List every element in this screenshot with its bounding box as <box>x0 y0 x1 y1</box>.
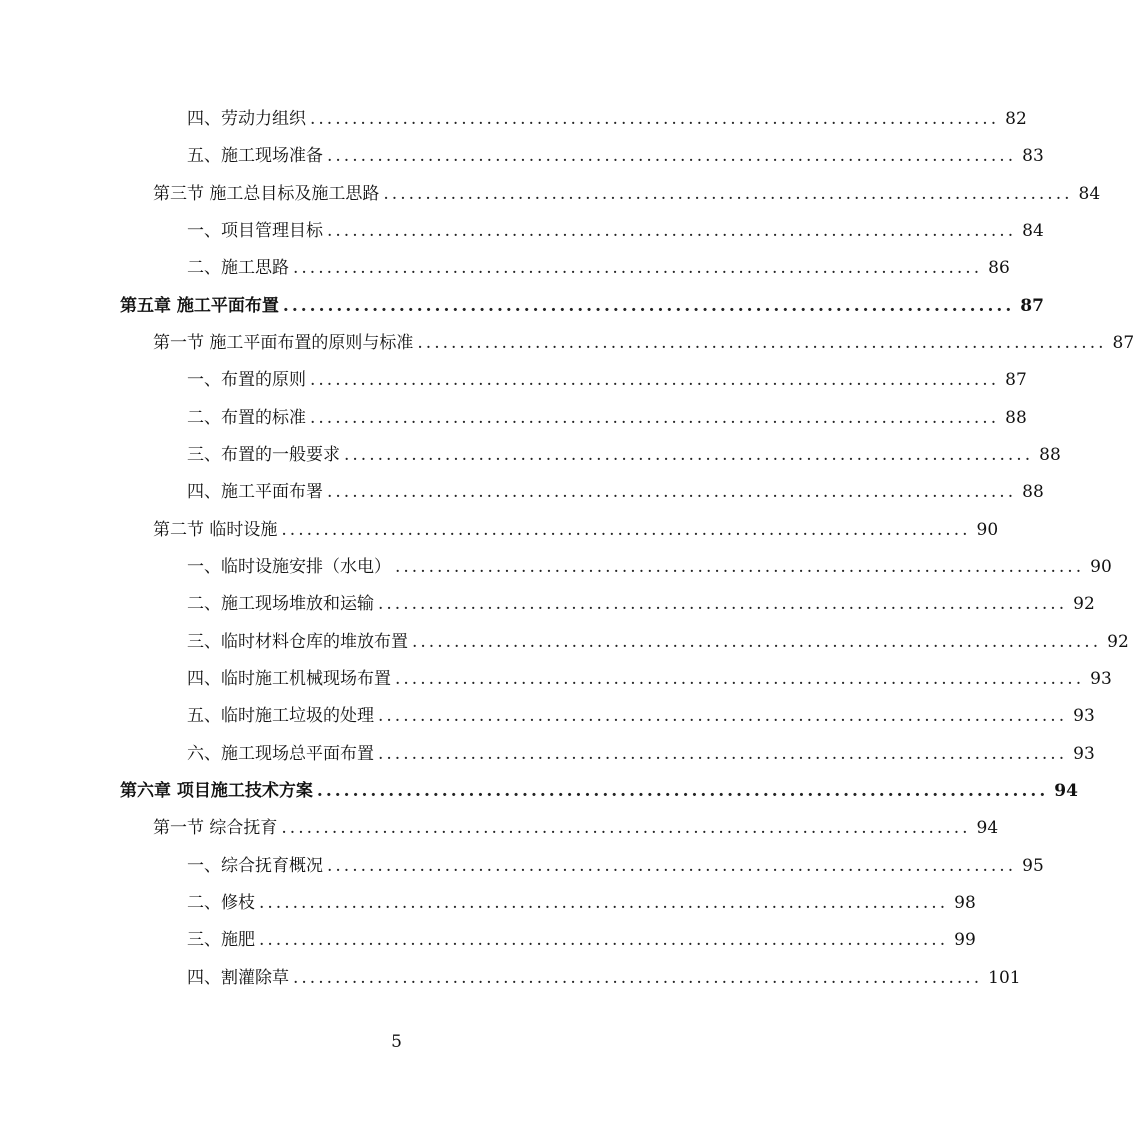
dot-leader: .................................................................................. <box>344 445 1034 465</box>
dot-leader: .................................................................................. <box>378 706 1068 726</box>
toc-entry-title: 第二节 临时设施 <box>153 520 278 540</box>
dot-leader: .................................................................................. <box>327 482 1017 502</box>
toc-entry-page: 90 <box>1090 557 1112 577</box>
toc-entry-title: 二、修枝 <box>187 893 255 913</box>
toc-entry[interactable] <box>187 889 976 915</box>
toc-entry-page: 99 <box>954 930 976 950</box>
dot-leader: .................................................................................. <box>412 632 1102 652</box>
toc-entry-page: 94 <box>976 818 999 838</box>
toc-entry-title: 二、施工思路 <box>187 258 289 278</box>
toc-entry[interactable] <box>187 441 1061 467</box>
toc-entry-title: 五、临时施工垃圾的处理 <box>187 706 374 726</box>
dot-leader: .................................................................................. <box>281 520 971 540</box>
dot-leader: .................................................................................. <box>417 333 1107 353</box>
toc-entry-title: 第五章 施工平面布置 <box>120 296 279 316</box>
toc-entry-page: 82 <box>1005 109 1027 129</box>
toc-entry-page: 88 <box>1022 482 1044 502</box>
toc-entry[interactable] <box>187 926 976 952</box>
toc-entry-page: 94 <box>1054 781 1078 801</box>
dot-leader: .................................................................................. <box>310 408 1000 428</box>
toc-entry-title: 一、临时设施安排（水电） <box>187 557 391 577</box>
toc-entry[interactable] <box>187 702 1095 728</box>
toc-entry[interactable] <box>153 516 999 542</box>
toc-entry-title: 四、施工平面布署 <box>187 482 323 502</box>
toc-entry-page: 88 <box>1039 445 1061 465</box>
toc-entry[interactable] <box>187 628 1129 654</box>
toc-entry-title: 三、布置的一般要求 <box>187 445 340 465</box>
dot-leader: .................................................................................. <box>378 744 1068 764</box>
dot-leader: .................................................................................. <box>310 370 1000 390</box>
toc-entry-page: 90 <box>976 520 999 540</box>
toc-entry-title: 一、布置的原则 <box>187 370 306 390</box>
toc-entry[interactable] <box>187 665 1112 691</box>
toc-entry-page: 87 <box>1020 296 1044 316</box>
toc-entry-page: 93 <box>1090 669 1112 689</box>
toc-entry-title: 四、临时施工机械现场布置 <box>187 669 391 689</box>
toc-entry[interactable] <box>187 366 1027 392</box>
dot-leader: .................................................................................. <box>293 258 983 278</box>
toc-entry-title: 第三节 施工总目标及施工思路 <box>153 184 380 204</box>
toc-entry[interactable] <box>187 964 1021 990</box>
toc-entry[interactable] <box>187 740 1095 766</box>
dot-leader: .................................................................................. <box>327 146 1017 166</box>
toc-entry-page: 101 <box>988 968 1021 988</box>
toc-entry-title: 三、施肥 <box>187 930 255 950</box>
toc-entry-page: 92 <box>1107 632 1129 652</box>
toc-entry[interactable] <box>153 180 1101 206</box>
toc-entry[interactable] <box>187 217 1044 243</box>
toc-entry[interactable] <box>187 852 1044 878</box>
toc-entry[interactable] <box>153 329 1134 355</box>
dot-leader: .................................................................................. <box>327 856 1017 876</box>
toc-entry-page: 86 <box>988 258 1010 278</box>
toc-entry-page: 83 <box>1022 146 1044 166</box>
toc-entry[interactable] <box>153 814 999 840</box>
dot-leader: .................................................................................. <box>383 184 1073 204</box>
toc-entry-page: 92 <box>1073 594 1095 614</box>
toc-entry[interactable] <box>187 404 1027 430</box>
toc-entry-page: 93 <box>1073 706 1095 726</box>
toc-entry[interactable] <box>187 105 1027 131</box>
toc-entry-page: 87 <box>1005 370 1027 390</box>
toc-entry[interactable] <box>187 142 1044 168</box>
toc-entry-page: 88 <box>1005 408 1027 428</box>
dot-leader: .................................................................................. <box>259 930 949 950</box>
dot-leader: .................................................................................. <box>310 109 1000 129</box>
toc-entry-page: 87 <box>1112 333 1134 353</box>
toc-entry[interactable] <box>187 254 1010 280</box>
dot-leader: .................................................................................. <box>378 594 1068 614</box>
toc-entry-title: 四、割灌除草 <box>187 968 289 988</box>
toc-entry-title: 第一节 施工平面布置的原则与标准 <box>153 333 414 353</box>
toc-entry-title: 二、施工现场堆放和运输 <box>187 594 374 614</box>
toc-entry-title: 一、项目管理目标 <box>187 221 323 241</box>
toc-entry[interactable] <box>187 553 1112 579</box>
toc-entry-title: 第六章 项目施工技术方案 <box>120 781 313 801</box>
dot-leader: .................................................................................. <box>282 296 1015 316</box>
toc-entry[interactable] <box>120 777 1078 803</box>
toc-entry-title: 三、临时材料仓库的堆放布置 <box>187 632 408 652</box>
dot-leader: .................................................................................. <box>281 818 971 838</box>
dot-leader: .................................................................................. <box>327 221 1017 241</box>
toc-entry-title: 五、施工现场准备 <box>187 146 323 166</box>
toc-entry-title: 二、布置的标准 <box>187 408 306 428</box>
dot-leader: .................................................................................. <box>259 893 949 913</box>
toc-entry-title: 四、劳动力组织 <box>187 109 306 129</box>
toc-entry-page: 93 <box>1073 744 1095 764</box>
dot-leader: .................................................................................. <box>293 968 983 988</box>
toc-entry-title: 一、综合抚育概况 <box>187 856 323 876</box>
toc-entry[interactable] <box>120 292 1044 318</box>
toc-entry-title: 六、施工现场总平面布置 <box>187 744 374 764</box>
toc-entry-page: 84 <box>1078 184 1101 204</box>
toc-entry-title: 第一节 综合抚育 <box>153 818 278 838</box>
toc-entry-page: 95 <box>1022 856 1044 876</box>
toc-entry-page: 84 <box>1022 221 1044 241</box>
dot-leader: .................................................................................. <box>395 557 1085 577</box>
dot-leader: .................................................................................. <box>395 669 1085 689</box>
toc-entry[interactable] <box>187 478 1044 504</box>
page-number: 5 <box>391 1032 402 1052</box>
dot-leader: .................................................................................. <box>316 781 1049 801</box>
toc-entry-page: 98 <box>954 893 976 913</box>
toc-entry[interactable] <box>187 590 1095 616</box>
